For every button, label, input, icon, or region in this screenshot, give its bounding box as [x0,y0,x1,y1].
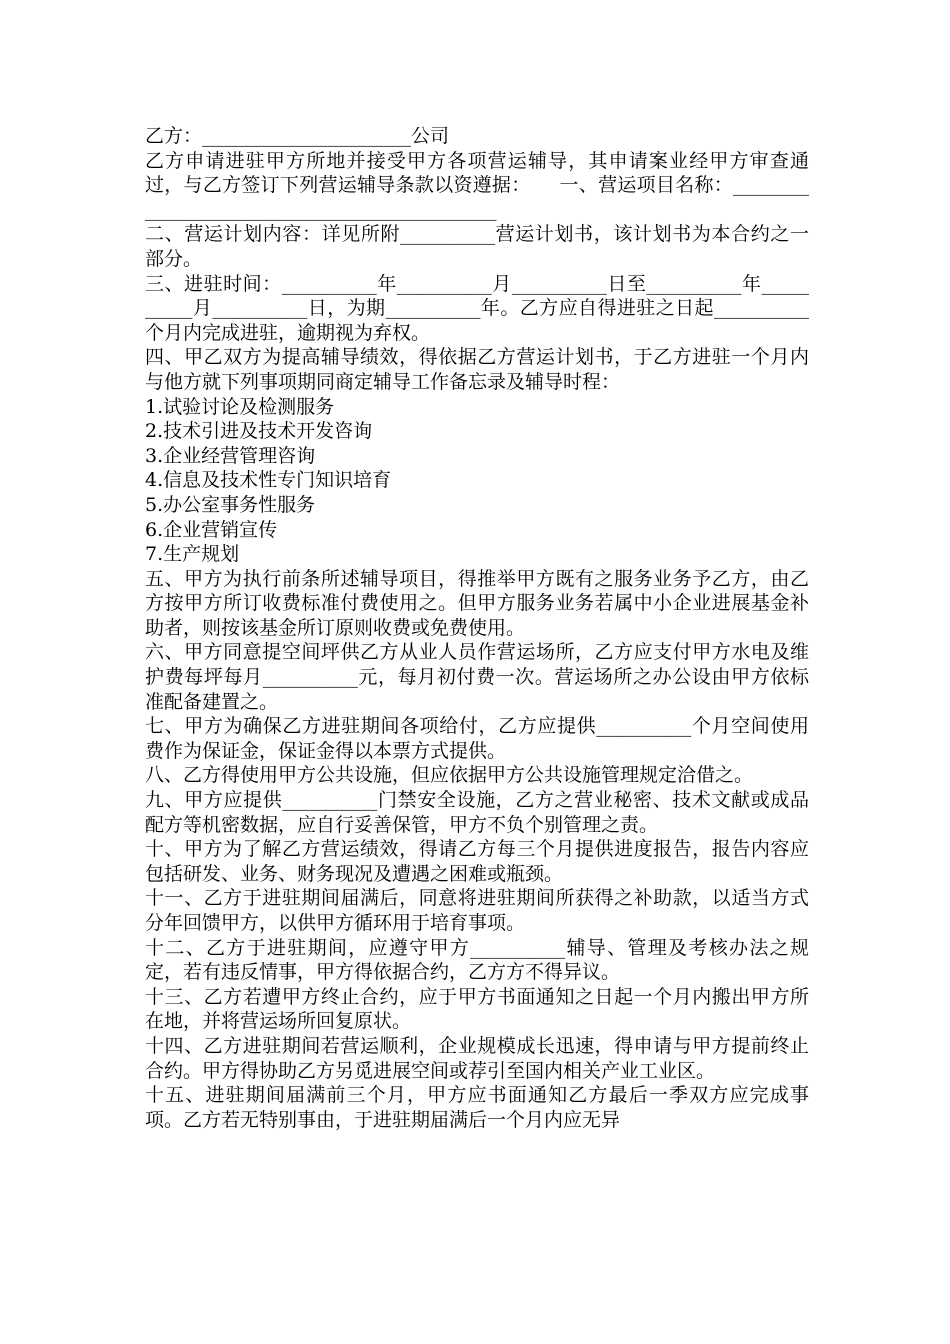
paragraph-clause-5: 五、甲方为执行前条所述辅导项目，得推举甲方既有之服务业务予乙方，由乙方按甲方所订收费标准付费使用之。但甲方服务业务若属中小企业进展基金补助者，则按该基金所订原则收费或免费使用。 [145,567,809,639]
paragraph-clause-8: 八、乙方得使用甲方公共设施，但应依据甲方公共设施管理规定洽借之。 [145,764,754,787]
list-item: 3.企业经营管理咨询 [145,444,316,467]
paragraph-clause-4: 四、甲乙双方为提高辅导绩效，得依据乙方营运计划书，于乙方进驻一个月内与他方就下列事项期同商定辅导工作备忘录及辅导时程： [145,346,809,393]
paragraph-clause-3: 三、进驻时间：__________年__________月__________日至__________年__________月__________日，为期__________年。乙方应自得进驻之日起__________个月内完成进驻，逾期视为弃权。 [145,272,809,344]
paragraph-intro: 乙方申请进驻甲方所地并接受甲方各项营运辅导，其申请案业经甲方审查通过，与乙方签订下列营运辅导条款以资遵据： 一、营运项目名称：_____________________________________________ [145,149,809,221]
paragraph-clause-7: 七、甲方为确保乙方进驻期间各项给付，乙方应提供__________个月空间使用费作为保证金，保证金得以本票方式提供。 [145,715,809,762]
paragraph-clause-2: 二、营运计划内容：详见所附__________营运计划书，该计划书为本合约之一部分。 [145,223,809,270]
paragraph-clause-10: 十、甲方为了解乙方营运绩效，得请乙方每三个月提供进度报告，报告内容应包括研发、业务、财务现况及遭遇之困难或瓶颈。 [145,838,809,885]
list-item: 4.信息及技术性专门知识培育 [145,469,392,492]
contract-page [145,124,809,1132]
party-b-line: 乙方：______________________公司 [145,125,450,147]
list-item: 7.生产规划 [145,543,240,566]
paragraph-clause-6: 六、甲方同意提空间坪供乙方从业人员作营运场所，乙方应支付甲方水电及维护费每坪每月__________元，每月初付费一次。营运场所之办公设由甲方依标准配备建置之。 [145,641,809,713]
paragraph-clause-11: 十一、乙方于进驻期间届满后，同意将进驻期间所获得之补助款，以适当方式分年回馈甲方，以供甲方循环用于培育事项。 [145,887,809,934]
paragraph-clause-15: 十五、进驻期间届满前三个月，甲方应书面通知乙方最后一季双方应完成事项。乙方若无特别事由，于进驻期届满后一个月内应无异 [145,1084,809,1131]
paragraph-clause-12: 十二、乙方于进驻期间，应遵守甲方__________辅导、管理及考核办法之规定，若有违反情事，甲方得依据合约，乙方方不得异议。 [145,936,809,984]
paragraph-clause-9: 九、甲方应提供__________门禁安全设施，乙方之营业秘密、技术文献或成品配方等机密数据，应自行妥善保管，甲方不负个别管理之责。 [145,789,809,836]
list-item: 2.技术引进及技术开发咨询 [145,420,373,443]
paragraph-clause-14: 十四、乙方进驻期间若营运顺利，企业规模成长迅速，得申请与甲方提前终止合约。甲方得协助乙方另觅进展空间或荐引至国内相关产业工业区。 [145,1034,809,1082]
paragraph-clause-13: 十三、乙方若遭甲方终止合约，应于甲方书面通知之日起一个月内搬出甲方所在地，并将营运场所回复原状。 [145,985,809,1033]
list-item: 6.企业营销宣传 [145,518,278,541]
list-item: 5.办公室事务性服务 [145,493,316,516]
list-item: 1.试验讨论及检测服务 [145,395,335,418]
